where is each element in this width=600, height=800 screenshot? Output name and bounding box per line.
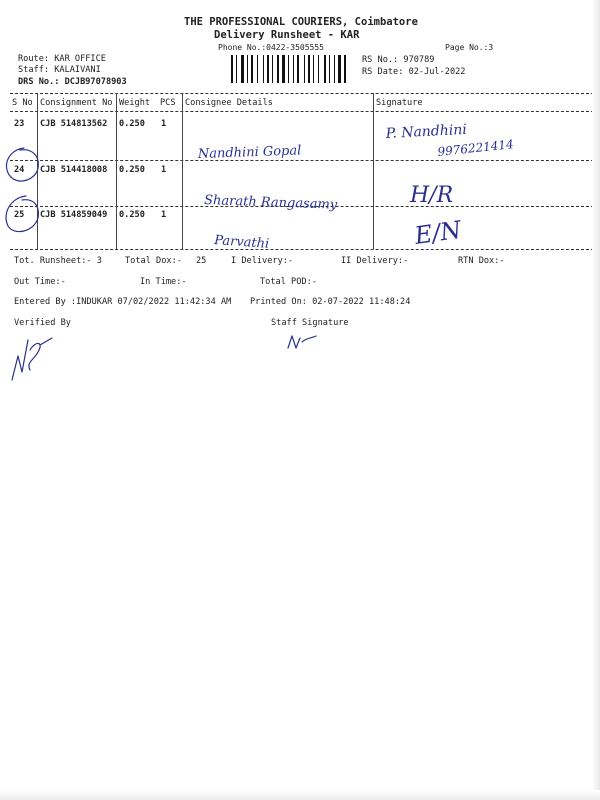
barcode-bar xyxy=(277,55,279,83)
ii-delivery: II Delivery:- xyxy=(341,256,409,266)
row-24-weight: 0.250 xyxy=(119,165,145,175)
total-runsheet: Tot. Runsheet:- 3 xyxy=(14,256,102,266)
row-25-consignment: CJB 514859049 xyxy=(40,210,108,220)
col-divider-2 xyxy=(116,93,117,249)
barcode xyxy=(231,55,357,83)
hand-mark-row3: E/N xyxy=(412,215,463,250)
barcode-bar xyxy=(324,55,326,83)
barcode-bar xyxy=(308,55,310,83)
row-23-consignment: CJB 514813562 xyxy=(40,119,108,129)
page-bottom-shadow xyxy=(0,790,600,800)
row-23-pcs: 1 xyxy=(161,119,167,129)
document-title: Delivery Runsheet - KAR xyxy=(214,29,360,41)
barcode-bar xyxy=(231,55,233,83)
col-divider-1 xyxy=(37,93,38,249)
route: Route: KAR OFFICE xyxy=(18,54,106,64)
row-rule-2 xyxy=(10,206,594,207)
row-24-sno: 24 xyxy=(14,165,25,175)
col-header-weight: Weight xyxy=(119,98,151,108)
col-header-signature: Signature xyxy=(376,98,423,108)
staff: Staff: KALAIVANI xyxy=(18,65,101,75)
row-23-sno: 23 xyxy=(14,119,25,129)
barcode-bar xyxy=(241,55,244,83)
barcode-bar xyxy=(304,55,305,83)
barcode-bar xyxy=(288,55,289,83)
col-header-consignment: Consignment No xyxy=(40,98,113,108)
total-dox-value: 25 xyxy=(196,256,207,266)
rs-date: RS Date: 02-Jul-2022 xyxy=(362,67,466,77)
barcode-bar xyxy=(247,55,248,83)
table-top-rule xyxy=(10,93,594,94)
barcode-bar xyxy=(251,55,253,83)
barcode-bar xyxy=(329,55,330,83)
i-delivery: I Delivery:- xyxy=(231,256,294,266)
page-edge-shadow xyxy=(592,0,600,800)
hand-phone-row1: 9976221414 xyxy=(436,137,515,159)
col-header-consignee: Consignee Details xyxy=(185,98,273,108)
staff-signature-scribble xyxy=(288,336,316,348)
barcode-bar xyxy=(282,55,285,83)
entered-by: Entered By :INDUKAR 07/02/2022 11:42:34 AM xyxy=(14,297,232,307)
page-number: Page No.:3 xyxy=(445,43,494,52)
row-24-pcs: 1 xyxy=(161,165,167,175)
total-dox-label: Total Dox:- xyxy=(125,256,182,266)
table-header-rule xyxy=(10,111,594,112)
barcode-bar xyxy=(236,55,237,83)
col-divider-3 xyxy=(182,93,183,249)
col-header-pcs: PCS xyxy=(160,98,176,108)
barcode-bar xyxy=(267,55,269,83)
table-bottom-rule xyxy=(10,249,594,250)
barcode-bar xyxy=(318,55,319,83)
barcode-bar xyxy=(272,55,273,83)
col-divider-4 xyxy=(373,93,374,249)
barcode-bar xyxy=(344,55,346,83)
row-25-pcs: 1 xyxy=(161,210,167,220)
barcode-bar xyxy=(338,55,341,83)
row-24-consignment: CJB 514418008 xyxy=(40,165,108,175)
phone-number: Phone No.:0422-3505555 xyxy=(218,43,324,52)
hand-name-row1: Nandhini Gopal xyxy=(197,143,302,162)
verified-by-scribble xyxy=(12,338,52,380)
printed-on: Printed On: 02-07-2022 11:48:24 xyxy=(250,297,411,307)
row-25-sno: 25 xyxy=(14,210,25,220)
staff-signature-label: Staff Signature xyxy=(271,318,349,328)
row-rule-1 xyxy=(10,160,594,161)
company-name: THE PROFESSIONAL COURIERS, Coimbatore xyxy=(184,16,418,28)
row-23-weight: 0.250 xyxy=(119,119,145,129)
drs-number: DRS No.: DCJB97078903 xyxy=(18,77,127,87)
hand-name-row2: Sharath Rangasamy xyxy=(203,193,338,213)
total-pod: Total POD:- xyxy=(260,277,317,287)
in-time: In Time:- xyxy=(140,277,187,287)
barcode-bar xyxy=(334,55,335,83)
row-25-weight: 0.250 xyxy=(119,210,145,220)
hand-mark-row2: H/R xyxy=(410,183,454,208)
barcode-bar xyxy=(257,55,258,83)
verified-by-label: Verified By xyxy=(14,318,71,328)
barcode-bar xyxy=(293,55,294,83)
rtn-dox: RTN Dox:- xyxy=(458,256,505,266)
hand-signature-row1: P. Nandhini xyxy=(385,121,468,142)
barcode-bar xyxy=(297,55,299,83)
out-time: Out Time:- xyxy=(14,277,66,287)
col-header-sno: S No xyxy=(12,98,33,108)
barcode-bar xyxy=(263,55,264,83)
hand-name-row3: Parvathi xyxy=(213,233,270,252)
barcode-bar xyxy=(313,55,314,83)
rs-number: RS No.: 970789 xyxy=(362,55,435,65)
